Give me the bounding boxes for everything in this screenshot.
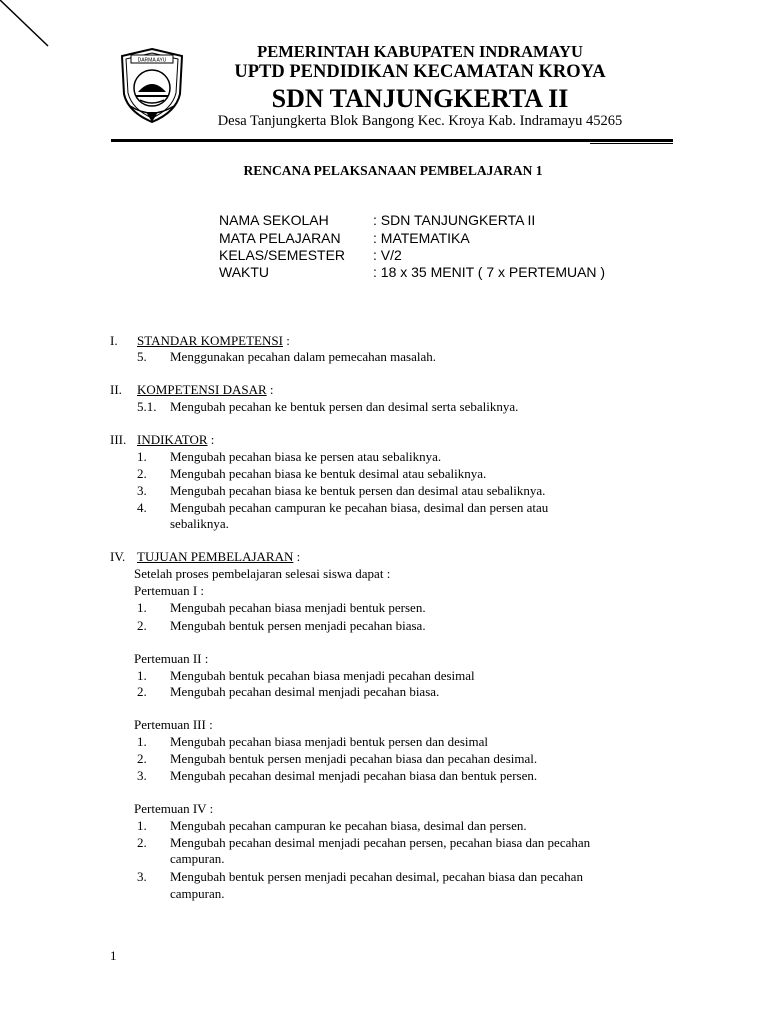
list-number: 2. (137, 684, 147, 699)
meeting-label: Pertemuan I : (134, 583, 205, 598)
list-number: 5.1. (137, 399, 157, 414)
agency-heading: UPTD PENDIDIKAN KECAMATAN KROYA (234, 62, 606, 82)
section-title-kompetensi-dasar (137, 382, 274, 398)
document-title: RENCANA PELAKSANAAN PEMBELAJARAN 1 (243, 163, 543, 178)
list-number: 1. (137, 668, 147, 683)
info-value: : SDN TANJUNGKERTA II (373, 212, 536, 228)
list-item: Mengubah pecahan ke bentuk persen dan desimal serta sebaliknya. (170, 399, 519, 414)
section-numeral: II. (110, 382, 122, 397)
list-item: Mengubah pecahan desimal menjadi pecahan persen, pecahan biasa dan pecahan (170, 835, 591, 850)
corner-line-decoration (0, 0, 60, 60)
list-item-continuation: sebaliknya. (170, 516, 229, 531)
list-item-continuation: campuran. (170, 851, 225, 866)
list-item: Mengubah pecahan biasa ke bentuk desimal atau sebaliknya. (170, 466, 487, 481)
meeting-label: Pertemuan IV : (134, 801, 214, 816)
list-item: Mengubah bentuk persen menjadi pecahan desimal, pecahan biasa dan pecahan (170, 869, 583, 884)
section-title-colon: : (293, 549, 301, 564)
section-title-colon: : (282, 333, 290, 348)
section-title-standar-kompetensi (137, 333, 290, 349)
info-label: NAMA SEKOLAH (219, 212, 329, 228)
list-number: 2. (137, 751, 147, 766)
list-number: 1. (137, 818, 147, 833)
section-title-text: INDIKATOR (137, 432, 208, 447)
list-number: 2. (137, 618, 147, 633)
list-number: 1. (137, 734, 147, 749)
list-item: Mengubah pecahan biasa menjadi bentuk persen dan desimal (170, 734, 489, 749)
section-title-text: KOMPETENSI DASAR (137, 382, 267, 397)
info-label: KELAS/SEMESTER (219, 247, 346, 263)
list-item: Mengubah pecahan desimal menjadi pecahan biasa. (170, 684, 440, 699)
list-item: Mengubah bentuk pecahan biasa menjadi pecahan desimal (170, 668, 475, 683)
section-title-text: TUJUAN PEMBELAJARAN (137, 549, 294, 564)
list-item-continuation: campuran. (170, 886, 225, 901)
list-number: 3. (137, 768, 147, 783)
info-label: WAKTU (219, 264, 270, 280)
section-intro: Setelah proses pembelajaran selesai siswa dapat : (134, 566, 391, 581)
info-label: MATA PELAJARAN (219, 230, 341, 246)
school-emblem-logo (116, 46, 188, 126)
info-value: : V/2 (373, 247, 402, 263)
section-title-colon: : (266, 382, 274, 397)
section-numeral: I. (110, 333, 118, 348)
meeting-label: Pertemuan II : (134, 651, 209, 666)
list-item: Mengubah pecahan biasa ke persen atau sebaliknya. (170, 449, 442, 464)
meeting-label: Pertemuan III : (134, 717, 213, 732)
list-number: 3. (137, 869, 147, 884)
section-title-tujuan-pembelajaran (137, 549, 300, 565)
school-name-heading: SDN TANJUNGKERTA II (271, 84, 569, 113)
list-number: 1. (137, 449, 147, 464)
page-number: 1 (110, 948, 117, 963)
section-title-colon: : (207, 432, 215, 447)
school-address: Desa Tanjungkerta Blok Bangong Kec. Kroya Kab. Indramayu 45265 (217, 113, 623, 129)
list-item: Mengubah pecahan campuran ke pecahan biasa, desimal dan persen. (170, 818, 527, 833)
list-number: 3. (137, 483, 147, 498)
list-number: 2. (137, 835, 147, 850)
list-item: Mengubah pecahan biasa menjadi bentuk persen. (170, 600, 426, 615)
list-number: 4. (137, 500, 147, 515)
government-heading: PEMERINTAH KABUPATEN INDRAMAYU (257, 42, 583, 61)
section-numeral: III. (110, 432, 127, 447)
list-number: 5. (137, 349, 147, 364)
list-item: Mengubah bentuk persen menjadi pecahan biasa. (170, 618, 426, 633)
list-item: Mengubah pecahan desimal menjadi pecahan biasa dan bentuk persen. (170, 768, 538, 783)
section-numeral: IV. (110, 549, 126, 564)
list-item: Mengubah pecahan biasa ke bentuk persen dan desimal atau sebaliknya. (170, 483, 546, 498)
info-value: : MATEMATIKA (373, 230, 470, 246)
logo-lettering: DARMA AYU (137, 57, 167, 64)
section-title-indikator (137, 432, 214, 448)
list-item: Mengubah pecahan campuran ke pecahan biasa, desimal dan persen atau (170, 500, 549, 515)
list-item: Menggunakan pecahan dalam pemecahan masalah. (170, 349, 437, 364)
section-title-text: STANDAR KOMPETENSI (137, 333, 283, 348)
list-item: Mengubah bentuk persen menjadi pecahan biasa dan pecahan desimal. (170, 751, 538, 766)
header-divider-thin (590, 143, 673, 144)
info-value: : 18 x 35 MENIT ( 7 x PERTEMUAN ) (373, 264, 606, 280)
list-number: 2. (137, 466, 147, 481)
list-number: 1. (137, 600, 147, 615)
header-divider-thick (111, 139, 673, 142)
